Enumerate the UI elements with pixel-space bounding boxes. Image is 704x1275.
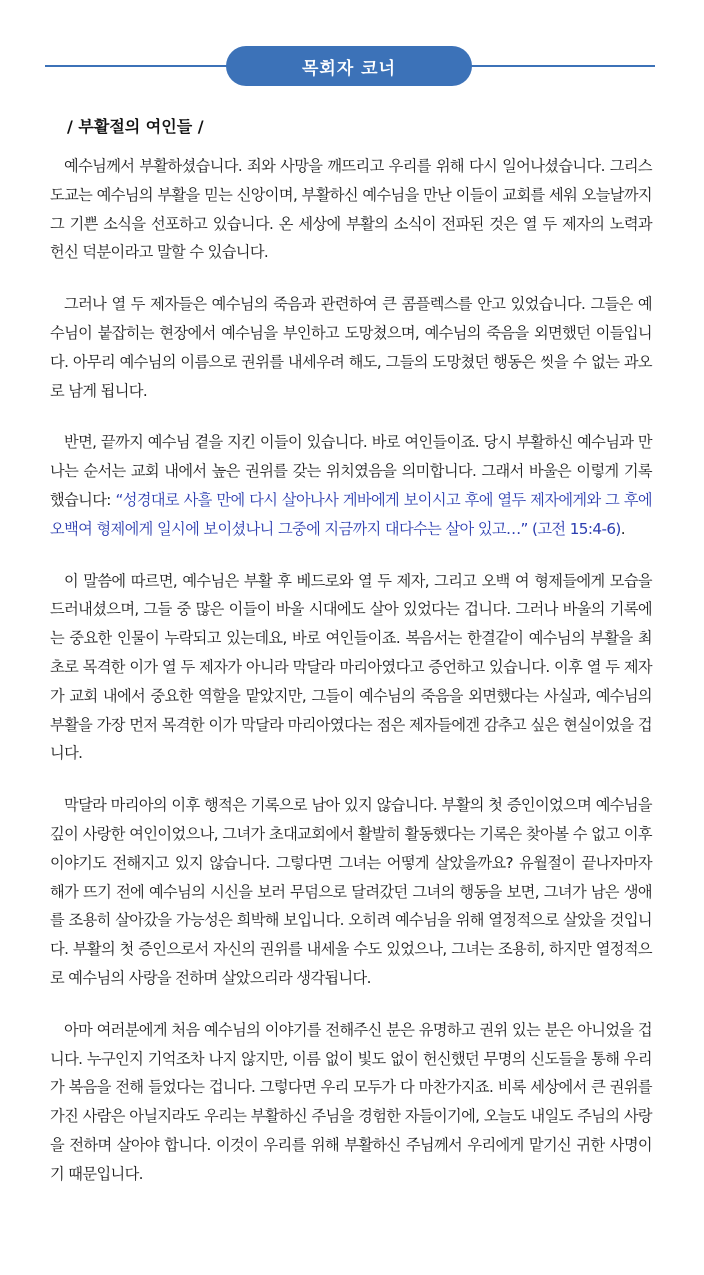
paragraph-3 bbox=[50, 428, 652, 543]
paragraph-3-end: . bbox=[620, 519, 625, 538]
paragraph-2: 그러나 열 두 제자들은 예수님의 죽음과 관련하여 큰 콤플렉스를 안고 있었습니다. 그들은 예수님이 붙잡히는 현장에서 예수님을 부인하고 도망쳤으며, 예수님의 죽음을 외면했던 이들입니다. 아무리 예수님의 이름으로 권위를 내세우려 해도, 그들의 도망쳤던 행동은 씻을 수 없는 과오로 남게 됩니다. bbox=[50, 295, 652, 400]
article-subtitle: / 부활절의 여인들 / bbox=[67, 117, 204, 136]
article-body bbox=[50, 152, 652, 1212]
paragraph-5: 막달라 마리아의 이후 행적은 기록으로 남아 있지 않습니다. 부활의 첫 증인이었으며 예수님을 깊이 사랑한 여인이었으나, 그녀가 초대교회에서 활발히 활동했다는 기록은 찾아볼 수 없고 이후 이야기도 전해지고 있지 않습니다. 그렇다면 그녀는 어떻게 살았을까요? 유월절이 끝나자마자 해가 뜨기 전에 예수님의 시신을 보러 무덤으로 달려갔던 그녀의 행동을 보면, 그녀가 남은 생애를 조용히 살아갔을 가능성은 희박해 보입니다. 오히려 예수님을 위해 열정적으로 살았을 것입니다. 부활의 첫 증인으로서 자신의 권위를 내세울 수도 있었으나, 그녀는 조용히, 하지만 열정적으로 예수님의 사랑을 전하며 살았으리라 생각됩니다. bbox=[50, 796, 652, 987]
paragraph-3-text: 반면, 끝까지 예수님 곁을 지킨 이들이 있습니다. 바로 여인들이죠. 당시 부활하신 예수님과 만나는 순서는 교회 내에서 높은 권위를 갖는 위치였음을 의미합니다. 그래서 바울은 이렇게 기록했습니다: bbox=[50, 433, 652, 509]
section-title-badge: 목회자 코너 bbox=[226, 46, 472, 86]
paragraph-4: 이 말씀에 따르면, 예수님은 부활 후 베드로와 열 두 제자, 그리고 오백 여 형제들에게 모습을 드러내셨으며, 그들 중 많은 이들이 바울 시대에도 살아 있었다는 겁니다. 그러나 바울의 기록에는 중요한 인물이 누락되고 있는데요, 바로 여인들이죠. 복음서는 한결같이 예수님의 부활을 최초로 목격한 이가 열 두 제자가 아니라 막달라 마리아였다고 증언하고 있습니다. 이후 열 두 제자가 교회 내에서 중요한 역할을 맡았지만, 그들이 예수님의 죽음을 외면했다는 사실과, 예수님의 부활을 가장 먼저 목격한 이가 막달라 마리아였다는 점은 제자들에겐 감추고 싶은 현실이었을 겁니다. bbox=[50, 571, 652, 763]
paragraph-1: 예수님께서 부활하셨습니다. 죄와 사망을 깨뜨리고 우리를 위해 다시 일어나셨습니다. 그리스도교는 예수님의 부활을 믿는 신앙이며, 부활하신 예수님을 만난 이들이 교회를 세워 오늘날까지 그 기쁜 소식을 선포하고 있습니다. 온 세상에 부활의 소식이 전파된 것은 열 두 제자의 노력과 헌신 덕분이라고 말할 수 있습니다. bbox=[50, 157, 652, 262]
paragraph-6: 아마 여러분에게 처음 예수님의 이야기를 전해주신 분은 유명하고 권위 있는 분은 아니었을 겁니다. 누구인지 기억조차 나지 않지만, 이름 없이 빛도 없이 헌신했던 무명의 신도들을 통해 우리가 복음을 전해 들었다는 겁니다. 그렇다면 우리 모두가 다 마찬가지죠. 비록 세상에서 큰 권위를 가진 사람은 아닐지라도 우리는 부활하신 주님을 경험한 자들이기에, 오늘도 내일도 주님의 사랑을 전하며 살아야 합니다. 이것이 우리를 위해 부활하신 주님께서 우리에게 맡기신 귀한 사명이기 때문입니다. bbox=[50, 1020, 652, 1183]
scripture-quote: “성경대로 사흘 만에 다시 살아나사 게바에게 보이시고 후에 열두 제자에게와 그 후에 오백여 형제에게 일시에 보이셨나니 그중에 지금까지 대다수는 살아 있고…” (고전 15:4-6) bbox=[50, 490, 652, 538]
